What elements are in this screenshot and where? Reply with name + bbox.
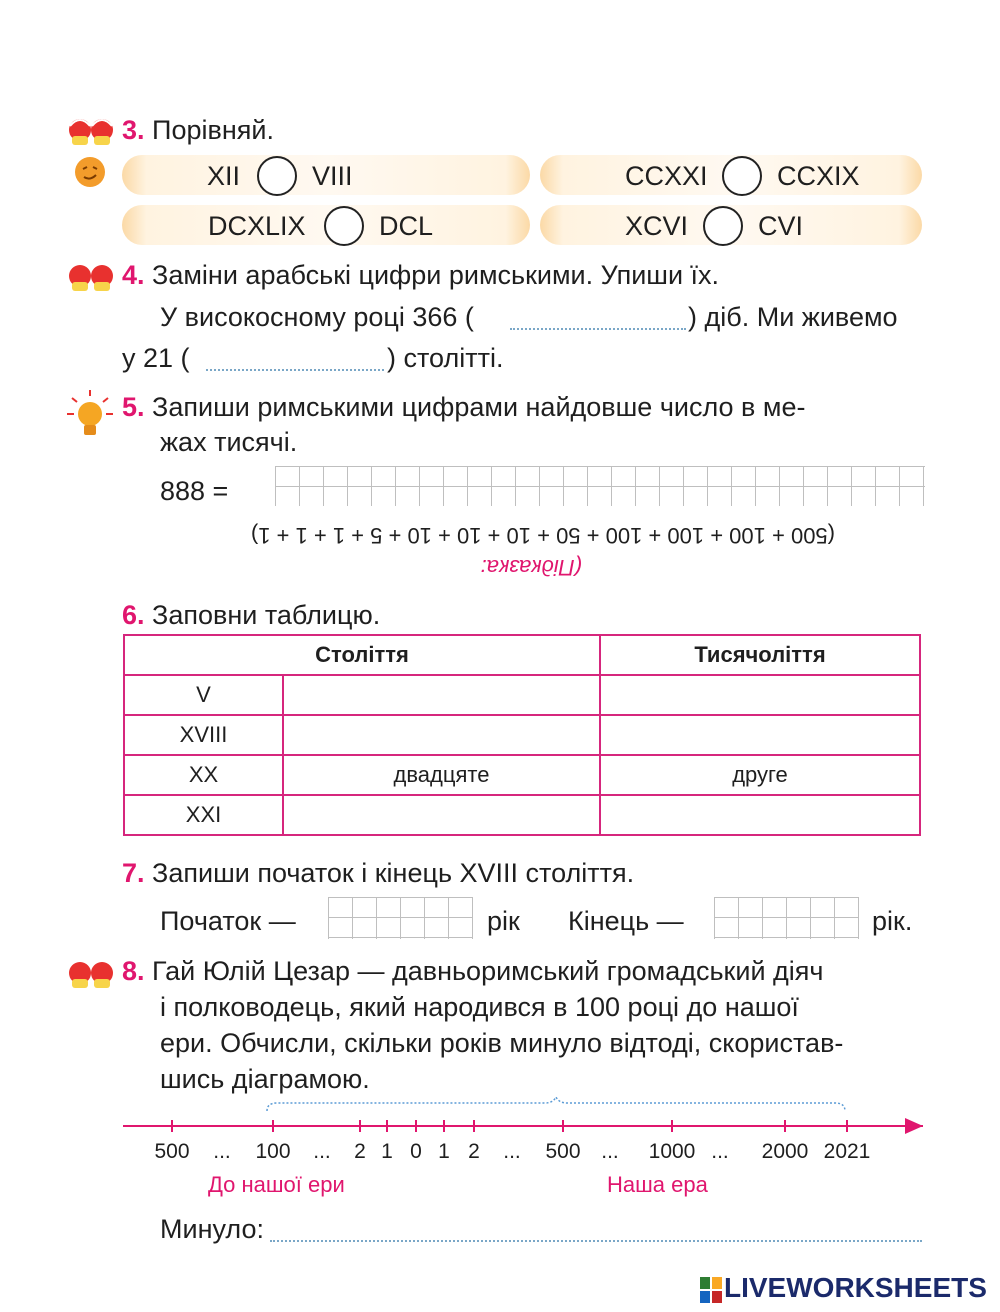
table-row — [124, 675, 920, 715]
compare-left: XCVI — [625, 211, 689, 241]
compare-left: XII — [207, 161, 241, 191]
compare-right: VIII — [312, 161, 353, 191]
end-label: Кінець — — [568, 906, 684, 936]
start-unit: рік — [487, 906, 520, 936]
century-cell[interactable] — [283, 675, 600, 715]
task5-number: 5. — [122, 392, 145, 422]
compare-right: DCL — [379, 211, 434, 241]
task4-line2-end: ) столітті. — [387, 343, 504, 373]
century-cell[interactable] — [283, 715, 600, 755]
timeline-tick — [415, 1120, 417, 1132]
millennium-cell[interactable] — [600, 675, 920, 715]
brand-name: LIVEWORKSHEETS — [724, 1272, 987, 1303]
task6-title: Заповни таблицю. — [152, 600, 381, 630]
timeline-label: ... — [213, 1140, 231, 1163]
timeline-label: ... — [601, 1140, 619, 1163]
millennium-cell[interactable] — [600, 795, 920, 835]
timeline-tick — [272, 1120, 274, 1132]
timeline-label: 2021 — [823, 1140, 871, 1163]
timeline-label: 1 — [381, 1140, 393, 1163]
timeline-tick — [671, 1120, 673, 1132]
compare-answer-circle[interactable] — [324, 206, 364, 246]
roman-cell: XX — [124, 755, 283, 795]
table-row — [124, 715, 920, 755]
timeline-tick — [846, 1120, 848, 1132]
hint-sum: (500 + 100 + 100 + 100 + 50 + 10 + 10 + 10 + 5 + 1 + 1 + 1) — [250, 523, 835, 548]
timeline-axis — [123, 1125, 923, 1127]
era-before-label: До нашої ери — [208, 1172, 345, 1197]
liveworksheets-logo-icon — [700, 1277, 722, 1303]
header-century: Століття — [124, 635, 600, 675]
task3-icon-face — [74, 156, 106, 188]
task8-line2: і полководець, який народився в 100 році до нашої — [160, 992, 799, 1022]
compare-right: CCXIX — [777, 161, 860, 191]
task3-number: 3. — [122, 115, 145, 145]
task7-title: Запиши початок і кінець XVIII століття. — [152, 858, 635, 888]
timeline-tick — [386, 1120, 388, 1132]
compare-answer-circle[interactable] — [257, 156, 297, 196]
timeline-label: 1000 — [648, 1140, 696, 1163]
century-input[interactable] — [206, 339, 384, 371]
task4-line1-end: ) діб. Ми живемо — [688, 302, 898, 332]
end-year-grid[interactable] — [714, 897, 859, 939]
timeline-brace — [265, 1095, 847, 1115]
task8-line1: Гай Юлій Цезар — давньоримський громадський діяч — [152, 956, 824, 986]
hint-label: (Підказка: — [480, 555, 582, 580]
timeline-label: ... — [711, 1140, 729, 1163]
task7-number: 7. — [122, 858, 145, 888]
task4-number: 4. — [122, 260, 145, 290]
compare-left: CCXXI — [625, 161, 708, 191]
task4-line2-start: у 21 ( — [122, 343, 190, 373]
timeline-label: ... — [503, 1140, 521, 1163]
roman-cell: XVIII — [124, 715, 283, 755]
timeline-label: 2000 — [761, 1140, 809, 1163]
era-ours-label: Наша ера — [607, 1172, 708, 1197]
end-unit: рік. — [872, 906, 913, 936]
timeline-tick — [359, 1120, 361, 1132]
task5-line1: Запиши римськими цифрами найдовше число в ме- — [152, 392, 806, 422]
task3-title: Порівняй. — [152, 115, 274, 145]
century-cell[interactable] — [283, 795, 600, 835]
roman-888-answer-grid[interactable] — [275, 466, 925, 506]
timeline-label: 1 — [438, 1140, 450, 1163]
start-label: Початок — — [160, 906, 296, 936]
timeline-label: 2 — [354, 1140, 366, 1163]
timeline-tick — [443, 1120, 445, 1132]
timeline-label: 2 — [468, 1140, 480, 1163]
task5-line2: жах тисячі. — [160, 427, 298, 457]
task8-icon-bells — [66, 955, 116, 991]
millennium-cell[interactable] — [600, 715, 920, 755]
task5-equation: 888 = — [160, 476, 229, 506]
years-passed-input[interactable] — [270, 1210, 922, 1242]
timeline-tick — [473, 1120, 475, 1132]
table-row — [124, 755, 920, 795]
roman-cell: XXI — [124, 795, 283, 835]
task4-icon-bells — [66, 258, 116, 294]
millennium-cell: друге — [600, 755, 920, 795]
compare-answer-circle[interactable] — [722, 156, 762, 196]
task8-number: 8. — [122, 956, 145, 986]
timeline-tick — [784, 1120, 786, 1132]
century-cell: двадцяте — [283, 755, 600, 795]
task8-line4: шись діаграмою. — [160, 1064, 370, 1094]
timeline-label: 500 — [545, 1140, 581, 1163]
timeline-label: ... — [313, 1140, 331, 1163]
timeline-tick — [562, 1120, 564, 1132]
century-table — [123, 634, 921, 836]
timeline-label: 100 — [255, 1140, 291, 1163]
header-millennium: Тисячоліття — [600, 635, 920, 675]
timeline-label: 0 — [410, 1140, 422, 1163]
compare-right: CVI — [758, 211, 804, 241]
task4-line1-start: У високосному році 366 ( — [160, 302, 474, 332]
task3-icon-bells — [66, 112, 116, 148]
answer-label: Минуло: — [160, 1214, 264, 1244]
start-year-grid[interactable] — [328, 897, 473, 939]
compare-answer-circle[interactable] — [703, 206, 743, 246]
table-header-row — [124, 635, 920, 675]
timeline-arrow-icon — [905, 1118, 923, 1134]
timeline-label: 500 — [154, 1140, 190, 1163]
task4-title: Заміни арабські цифри римськими. Упиши їх. — [152, 260, 720, 290]
task6-number: 6. — [122, 600, 145, 630]
leap-year-days-input[interactable] — [510, 298, 686, 330]
roman-cell: V — [124, 675, 283, 715]
lightbulb-icon — [66, 388, 114, 442]
table-row — [124, 795, 920, 835]
compare-left: DCXLIX — [208, 211, 306, 241]
timeline-tick — [171, 1120, 173, 1132]
task8-line3: ери. Обчисли, скільки років минуло відтоді, скористав- — [160, 1028, 844, 1058]
